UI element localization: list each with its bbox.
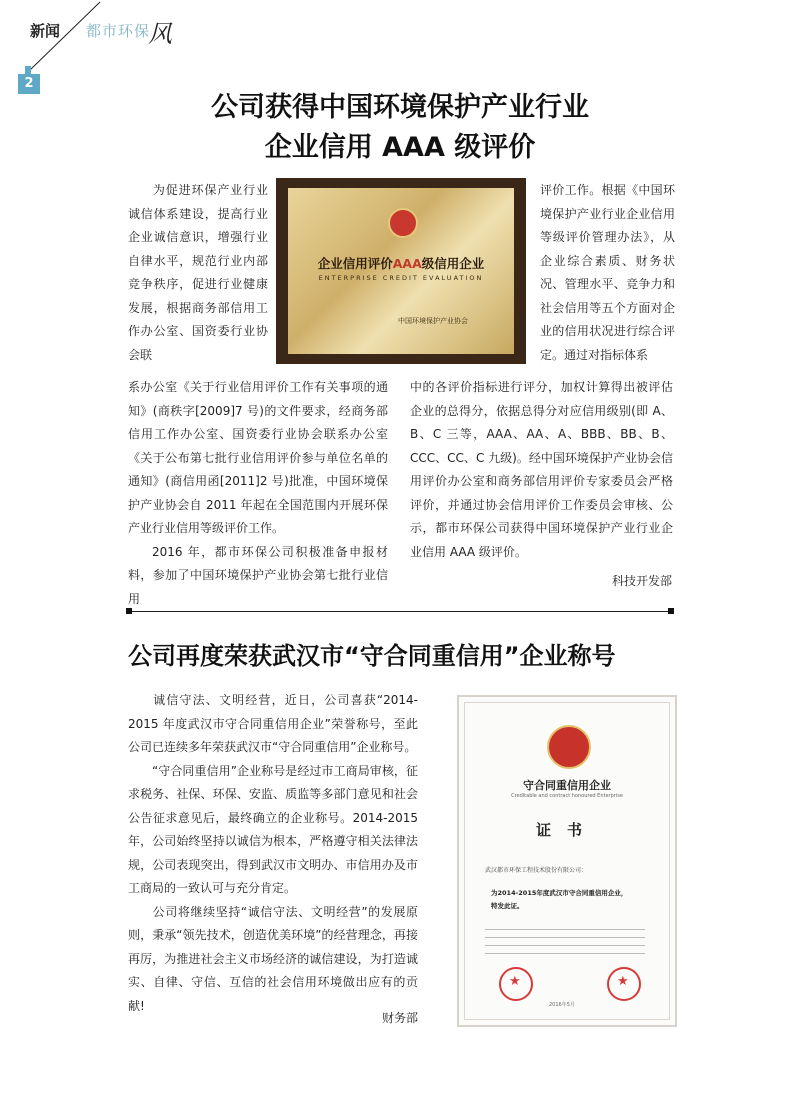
article2-title: 公司再度荣获武汉市“守合同重信用”企业称号 xyxy=(128,642,616,670)
article1-col-right-top: 评价工作。根据《中国环境保护产业行业企业信用等级评价管理办法》，从企业综合素质、财务状况、管理水平、竞争力和社会信用等五个方面对企业的信用状况进行综合评定。通过对指标体系 xyxy=(540,183,675,362)
seal-star-icon: ★ xyxy=(607,967,641,1001)
certificate-heading: 证书 xyxy=(535,821,598,839)
brand-name: 都市环保 xyxy=(86,22,151,40)
certificate-statement: 为2014-2015年度武汉市守合同重信用企业， 特发此证。 xyxy=(491,889,628,910)
divider-square-right xyxy=(668,608,674,614)
plaque-organization: 中国环境保护产业协会 xyxy=(398,317,468,325)
credit-certificate-photo xyxy=(457,695,677,1027)
article2-paragraph: 公司将继续坚持“诚信守法、文明经营”的发展原则，秉承“领先技术，创造优美环境”的经营理念，再接再厉，为推进社会主义市场经济的诚信建设，为打造诚实、自律、守信、互信的社会信用环境做出应有的贡献! xyxy=(128,904,418,1013)
section-label: 新闻 xyxy=(30,22,61,40)
article1-col-left-bottom xyxy=(128,376,388,611)
page-number: 2 xyxy=(18,74,40,94)
article2-paragraph: 诚信守法、文明经营，近日，公司喜获“2014-2015 年度武汉市守合同重信用企业”荣誉称号，至此公司已连续多年荣获武汉市“守合同重信用”企业称号。 xyxy=(128,693,418,754)
certificate-title: 守合同重信用企业 xyxy=(523,779,611,792)
article1-col-right-bottom: 中的各评价指标进行评分，加权计算得出被评估企业的总得分，依据总得分对应信用级别(即 A、B、C 三等，AAA、AA、A、BBB、BB、B、CCC、CC、C 九级)。经中国环境保护产业协会信用评价办公室和商务部信用评价专家委员会严格评价，并通过协会信用评价工作委员会审核、公示，都市环保公司获得中国环境保护产业行业企业信用 AAA 级评价。 xyxy=(410,380,673,559)
article1-paragraph: 2016 年，都市环保公司积极准备申报材料，参加了中国环境保护产业协会第七批行业信用 xyxy=(128,544,388,606)
certificate-subtitle: Creditable and contract honoured Enterprise xyxy=(511,793,623,799)
article1-signature: 科技开发部 xyxy=(611,574,672,588)
certificate-emblem-icon xyxy=(547,725,591,769)
article1-title-line2: 企业信用 AAA 级评价 xyxy=(264,132,536,163)
article1-title-line1: 公司获得中国环境保护产业行业 xyxy=(211,92,589,123)
article2-body xyxy=(128,689,418,1018)
certificate-date: 2016年5月 xyxy=(549,1002,575,1008)
brand-logo-mark: 风 xyxy=(148,20,172,48)
section-divider xyxy=(128,611,673,612)
divider-square-left xyxy=(126,608,132,614)
certificate-fine-print xyxy=(485,929,645,959)
article1-paragraph: 系办公室《关于行业信用评价工作有关事项的通知》(商秩字[2009]7 号)的文件要求，经商务部信用工作办公室、国资委行业协会联系办公室《关于公布第七批行业信用评价参与单位名单的通知》(商信用函[2011]2 号)批准，中国环境保护产业协会自 2011 年起在全国范围内开展环保产业行业信用等级评价工作。 xyxy=(128,380,388,535)
plaque-title: 企业信用评价AAA级信用企业 xyxy=(317,256,485,271)
header-slash-decoration xyxy=(0,0,110,90)
article1-title xyxy=(150,88,650,168)
article1-col-left-top: 为促进环保产业行业诚信体系建设，提高行业企业诚信意识，增强行业自律水平，规范行业内部竞争秩序，促进行业健康发展，根据商务部信用工作办公室、国资委行业协会联 xyxy=(128,183,268,362)
article2-paragraph: “守合同重信用”企业称号是经过市工商局审核，征求税务、社保、环保、安监、质监等多部门意见和社会公告征求意见后，最终确立的企业称号。2014-2015 年，公司始终坚持以诚信为根本，严格遵守相关法律法规，公司表现突出，得到武汉市文明办、市信用办及市工商局的一致认可与充分肯定。 xyxy=(128,763,418,895)
plaque-subtitle: ENTERPRISE CREDIT EVALUATION xyxy=(318,274,484,282)
credit-plaque-photo xyxy=(276,178,526,364)
plaque-emblem-icon xyxy=(388,208,418,238)
certificate-company: 武汉都市环保工程技术股份有限公司： xyxy=(485,867,588,874)
seal-star-icon: ★ xyxy=(499,967,533,1001)
article2-signature: 财务部 xyxy=(381,1011,418,1025)
